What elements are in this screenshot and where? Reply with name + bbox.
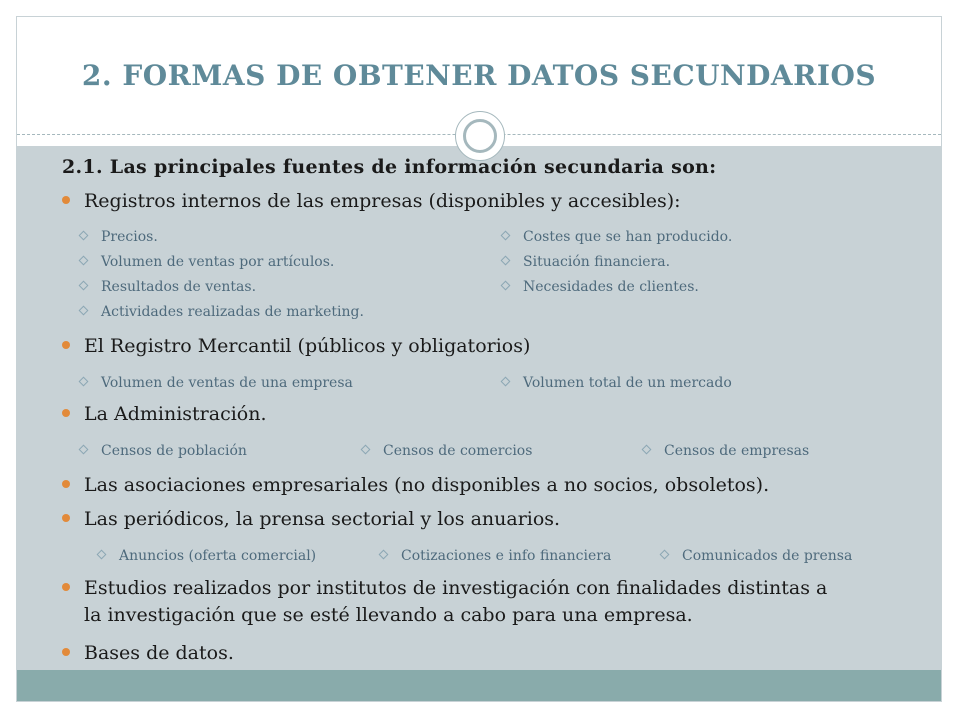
bullet-label: El Registro Mercantil (públicos y obligatorios) (84, 335, 531, 357)
bullet-label: Las periódicos, la prensa sectorial y los anuarios. (84, 508, 561, 530)
sub-bullet-icon (79, 230, 89, 240)
bullet-dot (62, 583, 70, 591)
sub-item (502, 254, 670, 270)
sub-bullet-icon (642, 444, 652, 454)
slide-title: 2. FORMAS DE OBTENER DATOS SECUNDARIOS (81, 59, 877, 92)
sub-item (80, 229, 158, 245)
sub-item-label: Cotizaciones e info financiera (401, 548, 612, 564)
sub-item-label: Actividades realizadas de marketing. (101, 304, 364, 320)
bullet-label: Bases de datos. (84, 642, 234, 664)
bullet-administration (62, 403, 267, 425)
bullet-label: Estudios realizados por institutos de investigación con finalidades distintas a (84, 577, 828, 599)
bullet-label: Las asociaciones empresariales (no disponibles a no socios, obsoletos). (84, 474, 770, 496)
sub-bullet-icon (79, 280, 89, 290)
bullet-mercantile-registry (62, 335, 530, 357)
bullet-dot (62, 409, 70, 417)
bullet-continuation: la investigación que se esté llevando a cabo para una empresa. (84, 604, 693, 626)
sub-item (80, 254, 334, 270)
sub-item (80, 304, 364, 320)
sub-item-label: Precios. (101, 229, 158, 245)
sub-bullet-icon (660, 549, 670, 559)
bullet-dot (62, 480, 70, 488)
sub-item (80, 375, 353, 391)
sub-item (661, 548, 852, 564)
sub-item (643, 443, 809, 459)
sub-item (502, 229, 732, 245)
sub-bullet-icon (97, 549, 107, 559)
bullet-label: La Administración. (84, 403, 267, 425)
bullet-dot (62, 341, 70, 349)
sub-bullet-icon (79, 255, 89, 265)
sub-item-label: Costes que se han producido. (523, 229, 733, 245)
bullet-press (62, 508, 560, 530)
sub-item-label: Comunicados de prensa (682, 548, 853, 564)
sub-item-label: Anuncios (oferta comercial) (119, 548, 317, 564)
sub-item (380, 548, 611, 564)
sub-bullet-icon (501, 280, 511, 290)
sub-item-label: Censos de población (101, 443, 247, 459)
sub-bullet-icon (79, 376, 89, 386)
sub-bullet-icon (79, 444, 89, 454)
sub-item-label: Censos de empresas (664, 443, 810, 459)
sub-item-label: Necesidades de clientes. (523, 279, 699, 295)
sub-item-label: Volumen total de un mercado (523, 375, 732, 391)
sub-bullet-icon (501, 255, 511, 265)
bullet-internal-records (62, 190, 681, 212)
sub-bullet-icon (501, 230, 511, 240)
sub-item (362, 443, 532, 459)
sub-item (502, 375, 732, 391)
sub-bullet-icon (361, 444, 371, 454)
sub-bullet-icon (501, 376, 511, 386)
sub-item-label: Censos de comercios (383, 443, 533, 459)
bullet-dot (62, 196, 70, 204)
section-heading: 2.1. Las principales fuentes de información secundaria son: (62, 156, 717, 178)
bullet-label: Registros internos de las empresas (disponibles y accesibles): (84, 190, 681, 212)
sub-item-label: Situación financiera. (523, 254, 671, 270)
bullet-business-associations (62, 474, 769, 496)
footer-band (17, 670, 941, 702)
sub-item (80, 443, 247, 459)
bullet-dot (62, 648, 70, 656)
sub-item-label: Resultados de ventas. (101, 279, 257, 295)
bullet-dot (62, 514, 70, 522)
slide-frame (16, 16, 942, 702)
sub-item (98, 548, 316, 564)
bullet-databases (62, 642, 234, 664)
sub-bullet-icon (379, 549, 389, 559)
sub-item (502, 279, 699, 295)
sub-item-label: Volumen de ventas por artículos. (101, 254, 335, 270)
ring-inner (463, 119, 497, 153)
bullet-research-institutes (62, 577, 827, 599)
divider-ring-ornament (455, 111, 505, 161)
sub-bullet-icon (79, 305, 89, 315)
sub-item-label: Volumen de ventas de una empresa (101, 375, 353, 391)
sub-item (80, 279, 256, 295)
